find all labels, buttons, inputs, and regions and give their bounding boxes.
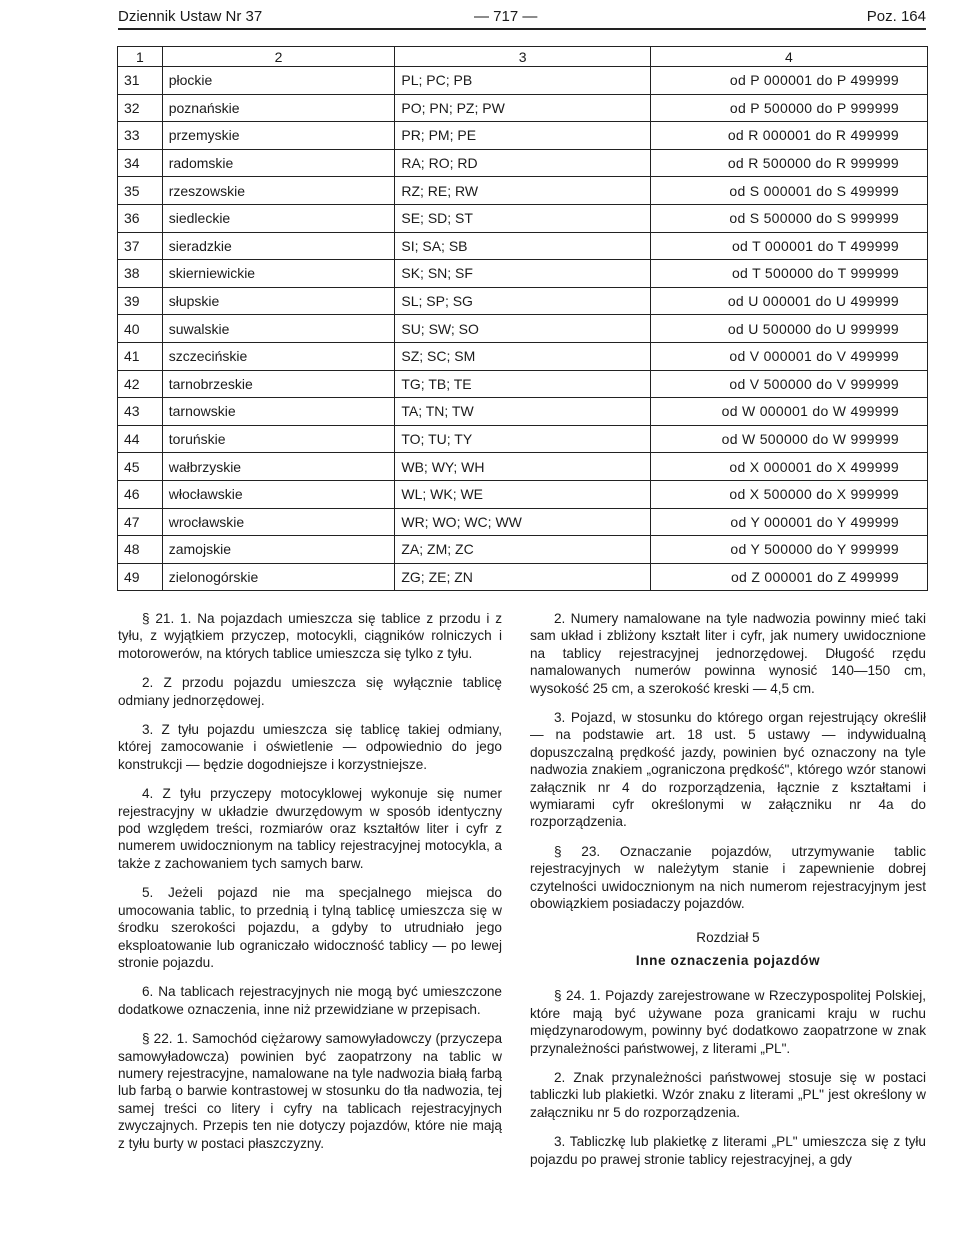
table-row <box>118 67 928 95</box>
table-row <box>118 453 928 481</box>
letter-codes-cell: RZ; RE; RW <box>395 177 651 205</box>
table-row <box>118 204 928 232</box>
row-number-cell: 44 <box>118 425 163 453</box>
voivodeship-cell: płockie <box>162 67 395 95</box>
row-number-cell: 41 <box>118 342 163 370</box>
table-row <box>118 508 928 536</box>
number-range-cell: od S 000001 do S 499999 <box>650 177 927 205</box>
voivodeship-cell: rzeszowskie <box>162 177 395 205</box>
table-row <box>118 94 928 122</box>
letter-codes-cell: WR; WO; WC; WW <box>395 508 651 536</box>
number-range-cell: od X 500000 do X 999999 <box>650 480 927 508</box>
row-number-cell: 38 <box>118 260 163 288</box>
row-number-cell: 40 <box>118 315 163 343</box>
letter-codes-cell: SL; SP; SG <box>395 287 651 315</box>
number-range-cell: od R 000001 do R 499999 <box>650 122 927 150</box>
voivodeship-cell: zamojskie <box>162 536 395 564</box>
number-range-cell: od W 000001 do W 499999 <box>650 398 927 426</box>
row-number-cell: 47 <box>118 508 163 536</box>
paragraph: 4. Z tyłu przyczepy motocyklowej wykonuje się numer rejestracyjny w układzie dwurzędowym w sposób identyczny pod względem treści, rozmiarów oraz kształtów liter i cyfr z numerem uwidocznionym na tablicy rejestracyjnej motocykla, a także z zachowaniem tych samych barw. <box>118 786 502 871</box>
number-range-cell: od R 500000 do R 999999 <box>650 149 927 177</box>
number-range-cell: od P 500000 do P 999999 <box>650 94 927 122</box>
number-range-cell: od T 000001 do T 499999 <box>650 232 927 260</box>
voivodeship-cell: słupskie <box>162 287 395 315</box>
page-header <box>118 6 926 30</box>
chapter-title: Inne oznaczenia pojazdów <box>635 952 821 968</box>
letter-codes-cell: TO; TU; TY <box>395 425 651 453</box>
voivodeship-cell: tarnobrzeskie <box>162 370 395 398</box>
table-row <box>118 260 928 288</box>
paragraph: 3. Tabliczkę lub plakietkę z literami „PL" umieszcza się z tyłu pojazdu po prawej stronie tablicy rejestracyjnej, a gdy <box>530 1134 926 1167</box>
letter-codes-cell: ZG; ZE; ZN <box>395 563 651 591</box>
letter-codes-cell: SZ; SC; SM <box>395 342 651 370</box>
table-header-row <box>118 47 928 67</box>
column-header: 1 <box>118 47 163 67</box>
table-row <box>118 480 928 508</box>
row-number-cell: 32 <box>118 94 163 122</box>
row-number-cell: 39 <box>118 287 163 315</box>
voivodeship-cell: tarnowskie <box>162 398 395 426</box>
voivodeship-cell: wałbrzyskie <box>162 453 395 481</box>
table-row <box>118 149 928 177</box>
letter-codes-cell: TG; TB; TE <box>395 370 651 398</box>
registration-table <box>117 46 928 591</box>
table-row <box>118 287 928 315</box>
position-number: Poz. 164 <box>866 8 926 25</box>
paragraph: 3. Pojazd, w stosunku do którego organ rejestrujący określił — na podstawie art. 18 ust. 5 ustawy — indywidualną dopuszczalną prędkość jazdy, powinien być oznaczony na tyle nadwozia znakiem „ograniczona prędkość", którego wzór stanowi załącznik nr 4 do rozporządzenia, łącznie z kształtami i wymiarami cyfr określonymi w załączniku nr 4a do rozporządzenia. <box>530 710 926 830</box>
number-range-cell: od U 500000 do U 999999 <box>650 315 927 343</box>
chapter-number: Rozdział 5 <box>696 929 760 945</box>
voivodeship-cell: sieradzkie <box>162 232 395 260</box>
number-range-cell: od V 000001 do V 499999 <box>650 342 927 370</box>
letter-codes-cell: TA; TN; TW <box>395 398 651 426</box>
letter-codes-cell: PO; PN; PZ; PW <box>395 94 651 122</box>
letter-codes-cell: WB; WY; WH <box>395 453 651 481</box>
letter-codes-cell: ZA; ZM; ZC <box>395 536 651 564</box>
voivodeship-cell: suwalskie <box>162 315 395 343</box>
paragraph: 2. Z przodu pojazdu umieszcza się wyłącznie tablicę odmiany jednorzędowej. <box>118 675 502 708</box>
voivodeship-cell: siedleckie <box>162 204 395 232</box>
row-number-cell: 46 <box>118 480 163 508</box>
left-text-column <box>118 610 502 1164</box>
table-row <box>118 398 928 426</box>
column-header: 2 <box>162 47 395 67</box>
number-range-cell: od W 500000 do W 999999 <box>650 425 927 453</box>
number-range-cell: od U 000001 do U 499999 <box>650 287 927 315</box>
row-number-cell: 48 <box>118 536 163 564</box>
table-row <box>118 177 928 205</box>
voivodeship-cell: poznańskie <box>162 94 395 122</box>
letter-codes-cell: SE; SD; ST <box>395 204 651 232</box>
number-range-cell: od X 000001 do X 499999 <box>650 453 927 481</box>
paragraph: § 21. 1. Na pojazdach umieszcza się tablice z przodu i z tyłu, z wyjątkiem przyczep, motocykli, ciągników rolniczych i motorowerów, na których tablice umieszcza się tylko z tyłu. <box>118 611 502 661</box>
letter-codes-cell: WL; WK; WE <box>395 480 651 508</box>
row-number-cell: 45 <box>118 453 163 481</box>
row-number-cell: 31 <box>118 67 163 95</box>
row-number-cell: 34 <box>118 149 163 177</box>
paragraph: § 24. 1. Pojazdy zarejestrowane w Rzeczypospolitej Polskiej, które mają być używane poza granicami kraju w ruchu międzynarodowym, powinny być dodatkowo zaopatrzone w znak przynależności państwowej, z literami „PL". <box>530 988 926 1056</box>
table-row <box>118 122 928 150</box>
number-range-cell: od P 000001 do P 499999 <box>650 67 927 95</box>
row-number-cell: 49 <box>118 563 163 591</box>
voivodeship-cell: wrocławskie <box>162 508 395 536</box>
number-range-cell: od V 500000 do V 999999 <box>650 370 927 398</box>
voivodeship-cell: szczecińskie <box>162 342 395 370</box>
page-number: — 717 — <box>474 8 538 25</box>
letter-codes-cell: PR; PM; PE <box>395 122 651 150</box>
row-number-cell: 42 <box>118 370 163 398</box>
letter-codes-cell: RA; RO; RD <box>395 149 651 177</box>
voivodeship-cell: przemyskie <box>162 122 395 150</box>
number-range-cell: od T 500000 do T 999999 <box>650 260 927 288</box>
number-range-cell: od Y 500000 do Y 999999 <box>650 536 927 564</box>
voivodeship-cell: włocławskie <box>162 480 395 508</box>
voivodeship-cell: zielonogórskie <box>162 563 395 591</box>
column-header: 3 <box>395 47 651 67</box>
column-header: 4 <box>650 47 927 67</box>
row-number-cell: 36 <box>118 204 163 232</box>
letter-codes-cell: SI; SA; SB <box>395 232 651 260</box>
table-row <box>118 370 928 398</box>
row-number-cell: 43 <box>118 398 163 426</box>
right-text-column <box>530 610 926 1180</box>
row-number-cell: 37 <box>118 232 163 260</box>
paragraph: 3. Z tyłu pojazdu umieszcza się tablicę takiej odmiany, której zamocowanie i oświetlenie — odpowiednio do jego konstrukcji — będzie dogodniejsze i korzystniejsze. <box>118 722 502 772</box>
row-number-cell: 33 <box>118 122 163 150</box>
letter-codes-cell: SK; SN; SF <box>395 260 651 288</box>
table-row <box>118 563 928 591</box>
paragraph: 2. Znak przynależności państwowej stosuje się w postaci tabliczki lub plakietki. Wzór znaku z literami „PL" jest określony w załączniku nr 5 do rozporządzenia. <box>530 1069 926 1120</box>
voivodeship-cell: toruńskie <box>162 425 395 453</box>
number-range-cell: od Y 000001 do Y 499999 <box>650 508 927 536</box>
letter-codes-cell: PL; PC; PB <box>395 67 651 95</box>
voivodeship-cell: skierniewickie <box>162 260 395 288</box>
table-row <box>118 232 928 260</box>
voivodeship-cell: radomskie <box>162 149 395 177</box>
paragraph: 2. Numery namalowane na tyle nadwozia powinny mieć taki sam układ i zbliżony kształt liter i cyfr, jak numery uwidocznione na tablicy rejestracyjnej jednorzędowej. Długość rzędu namalowanych numerów powinna wynosić 140—150 cm, wysokość 25 cm, a szerokość kreski — 4,5 cm. <box>530 611 926 696</box>
number-range-cell: od Z 000001 do Z 499999 <box>650 563 927 591</box>
table-row <box>118 425 928 453</box>
paragraph: § 22. 1. Samochód ciężarowy samowyładowczy (przyczepa samowyładowcza) powinien być zaopatrzony na tablic w numery rejestracyjne, namalowane na tyle nadwozia białą farbą lub farbą o barwie kontrastowej w stosunku do tła nadwozia, tej samej treści co litery i cyfry na tablicach rejestracyjnych zwyczajnych. Przepis ten nie dotyczy pojazdów, które nie mają z tyłu burty w postaci płaszczyzny. <box>118 1031 502 1151</box>
paragraph: 6. Na tablicach rejestracyjnych nie mogą być umieszczone dodatkowe oznaczenia, inne niż przewidziane w przepisach. <box>118 984 502 1017</box>
journal-title: Dziennik Ustaw Nr 37 <box>118 8 263 25</box>
paragraph: § 23. Oznaczanie pojazdów, utrzymywanie tablic rejestracyjnych w należytym stanie i zapewnienie dobrej czytelności uwidocznionym na nich numerom rejestracyjnym jest obowiązkiem posiadaczy pojazdów. <box>530 843 926 912</box>
table-row <box>118 315 928 343</box>
paragraph: 5. Jeżeli pojazd nie ma specjalnego miejsca do umocowania tablic, to przednią i tylną tablicę umieszcza się w środku szerokości pojazdu, a gdyby to utrudniało jego eksploatowanie lub ograniczało widoczność tablicy — po lewej stronie pojazdu. <box>118 885 502 970</box>
letter-codes-cell: SU; SW; SO <box>395 315 651 343</box>
table-row <box>118 536 928 564</box>
table-row <box>118 342 928 370</box>
number-range-cell: od S 500000 do S 999999 <box>650 204 927 232</box>
row-number-cell: 35 <box>118 177 163 205</box>
